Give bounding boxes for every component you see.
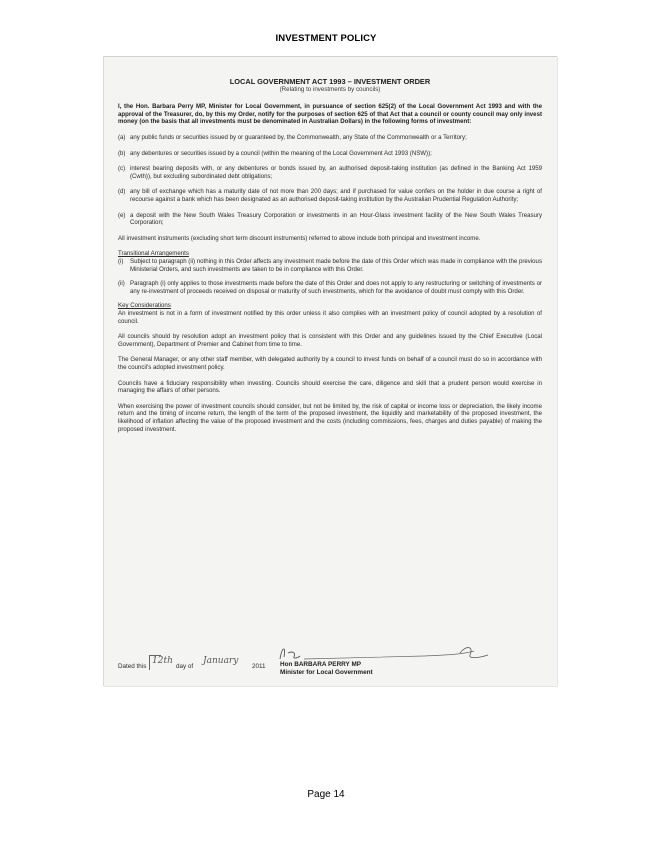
- all-instruments-paragraph: All investment instruments (excluding short term discount instruments) referred to above include both principal and investment income.: [118, 234, 481, 242]
- list-item: [118, 150, 542, 158]
- list-item-text: any bill of exchange which has a maturity date of not more than 200 days; and if purchased for value confers on the holder in due course a right of recourse against a bank which has been designated as an authorised deposit-taking institution by the Australian Prudential Regulation Authority;: [130, 188, 542, 204]
- list-item-text: Subject to paragraph (ii) nothing in this Order affects any investment made before the date of this Order which was made in compliance with the previous Ministerial Orders, and such investments are taken to be in compliance with this Order.: [130, 258, 542, 273]
- day-of-label: day of: [176, 663, 194, 670]
- list-item-marker: (b): [118, 149, 126, 157]
- key-paragraph-4: Councils have a fiduciary responsibility when investing. Councils should exercise the care, diligence and skill that a prudent person would exercise in managing the affairs of other persons.: [118, 379, 542, 395]
- list-item-marker: (e): [118, 211, 126, 219]
- transitional-list: [118, 258, 542, 295]
- list-item-text: a deposit with the New South Wales Treasury Corporation or investments in an Hour-Glass investment facility of the New South Wales Treasury Corporation;: [130, 211, 542, 227]
- page-number: Page 14: [307, 789, 345, 800]
- signer-block: [280, 661, 373, 677]
- page-header-title: INVESTMENT POLICY: [275, 33, 377, 44]
- list-item-text: any debentures or securities issued by a council (within the meaning of the Local Government Act 1993 (NSW));: [130, 149, 432, 157]
- list-item-text: any public funds or securities issued by or guaranteed by, the Commonwealth, any State of the Commonwealth or a Territory;: [130, 134, 467, 142]
- list-item: [118, 165, 542, 180]
- investment-forms-list: [118, 134, 542, 227]
- key-paragraph-1: An investment is not in a form of investment notified by this order unless it also complies with an investment policy of council adopted by a resolution of council.: [118, 310, 542, 325]
- signer-name: Hon BARBARA PERRY MP: [280, 661, 362, 668]
- document-body: [118, 77, 542, 441]
- document-title: LOCAL GOVERNMENT ACT 1993 – INVESTMENT ORDER: [229, 77, 431, 86]
- list-item: [118, 188, 542, 203]
- transitional-heading: Transitional Arrangements: [118, 250, 189, 258]
- list-item-text: interest bearing deposits with, or any debentures or bonds issued by, an authorised deposit-taking institution (as defined in the Banking Act 1959 (Cwth)), but excluding subordinated debt obligations;: [130, 165, 542, 180]
- list-item-marker: (d): [118, 188, 126, 196]
- key-paragraph-5: When exercising the power of investment councils should consider, but not be limited by, the risk of capital or income loss or depreciation, the likely income return and the timing of income return, the length of the term of the proposed investment, the liquidity and marketability of the proposed investment, the likelihood of inflation affecting the value of the proposed investment and the costs (including commissions, fees, charges and duties payable) of making the proposed investment.: [118, 402, 542, 433]
- list-item-marker: (i): [118, 258, 124, 266]
- dated-year: 2011: [252, 663, 266, 670]
- intro-paragraph: I, the Hon. Barbara Perry MP, Minister for Local Government, in pursuance of section 625(2) of the Local Government Act 1993 and with the approval of the Treasurer, do, by this my Order, notify for the purposes of section 625 of that Act that a council or county council may only invest money (on the basis that all investments must be denominated in Australian Dollars) in the following forms of investment:: [118, 103, 542, 126]
- scanned-order-document: [103, 56, 557, 686]
- list-item-marker: (c): [118, 165, 126, 173]
- list-item-text: Paragraph (i) only applies to those investments made before the date of this Order and does not apply to any restructuring or switching of investments or any re-investment of proceeds received on disposal or maturity of such investments, which for the avoidance of doubt must comply with this Order.: [130, 280, 542, 295]
- list-item: [118, 258, 542, 273]
- dated-label: Dated this: [118, 663, 147, 670]
- date-box-left: [149, 655, 150, 670]
- document-subtitle: (Relating to investments by councils): [279, 86, 381, 93]
- key-paragraph-2: All councils should by resolution adopt an investment policy that is consistent with this Order and any guidelines issued by the Chief Executive (Local Government), Department of Premier and Cabinet from time to time.: [118, 333, 542, 348]
- list-item: [118, 134, 542, 142]
- list-item: [118, 280, 542, 295]
- list-item: [118, 212, 542, 227]
- handwritten-day: 12th: [152, 656, 173, 666]
- key-paragraph-3: The General Manager, or any other staff member, with delegated authority by a council to invest funds on behalf of a council must do so in accordance with the council's adopted investment policy.: [118, 356, 542, 371]
- list-item-marker: (a): [118, 134, 126, 142]
- handwritten-month: January: [203, 656, 239, 666]
- signer-title: Minister for Local Government: [280, 669, 373, 676]
- key-considerations-heading: Key Considerations: [118, 302, 171, 310]
- signature-block: [118, 647, 542, 683]
- list-item-marker: (ii): [118, 280, 125, 288]
